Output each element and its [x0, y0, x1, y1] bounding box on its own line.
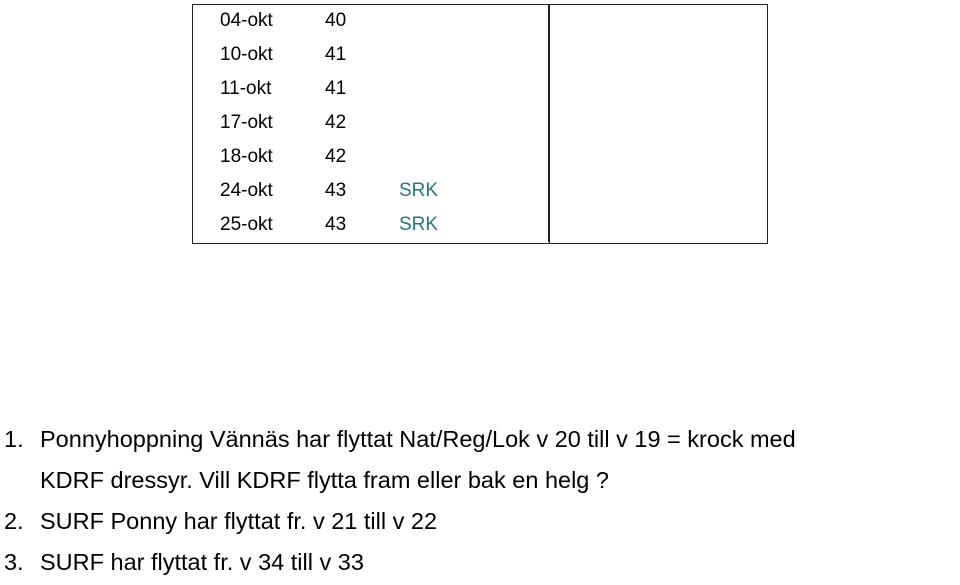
date-cell: 24-okt — [220, 180, 273, 201]
empty-cell — [548, 38, 767, 72]
list-item-text: Ponnyhoppning Vännäs har flyttat Nat/Reg/Lok v 20 till v 19 = krock med — [40, 426, 796, 452]
list-item — [0, 501, 960, 542]
list-item-number: 1. — [4, 426, 24, 452]
table-border-right — [767, 4, 768, 244]
date-cell: 10-okt — [220, 44, 273, 65]
date-cell: 04-okt — [220, 10, 273, 31]
list-item-number: 2. — [4, 508, 24, 534]
week-cell: 42 — [325, 112, 347, 133]
week-cell: 40 — [325, 10, 347, 31]
date-cell: 18-okt — [220, 146, 273, 167]
note-cell — [391, 38, 548, 72]
week-cell: 42 — [325, 146, 347, 167]
empty-cell — [548, 72, 767, 106]
table-border-bottom — [192, 243, 768, 244]
schedule-table — [192, 4, 767, 242]
week-cell: 43 — [325, 180, 347, 201]
note-cell — [391, 72, 548, 106]
date-cell: 17-okt — [220, 112, 273, 133]
table-row — [192, 174, 767, 208]
note-cell — [391, 4, 548, 38]
list-item-text: SURF har flyttat fr. v 34 till v 33 — [40, 549, 364, 575]
list-item-text: KDRF dressyr. Vill KDRF flytta fram eller bak en helg ? — [40, 467, 609, 493]
table-row — [192, 72, 767, 106]
list-item-number: 3. — [4, 549, 24, 575]
empty-cell — [548, 106, 767, 140]
week-cell: 41 — [325, 44, 347, 65]
date-cell: 11-okt — [220, 78, 272, 99]
note-cell — [391, 140, 548, 174]
table-row — [192, 38, 767, 72]
note-cell — [391, 106, 548, 140]
empty-cell — [548, 208, 767, 242]
note-cell: SRK — [399, 180, 439, 201]
table-row — [192, 106, 767, 140]
empty-cell — [548, 4, 767, 38]
list-item — [0, 542, 960, 583]
date-cell: 25-okt — [220, 214, 273, 235]
table-row — [192, 140, 767, 174]
note-cell: SRK — [399, 214, 439, 235]
table-row — [192, 208, 767, 242]
table-row — [192, 4, 767, 38]
notes-list — [0, 419, 960, 583]
week-cell: 43 — [325, 214, 347, 235]
list-item-text: SURF Ponny har flyttat fr. v 21 till v 22 — [40, 508, 438, 534]
empty-cell — [548, 140, 767, 174]
list-item-continuation — [0, 460, 960, 501]
list-item — [0, 419, 960, 460]
empty-cell — [548, 174, 767, 208]
week-cell: 41 — [325, 78, 347, 99]
